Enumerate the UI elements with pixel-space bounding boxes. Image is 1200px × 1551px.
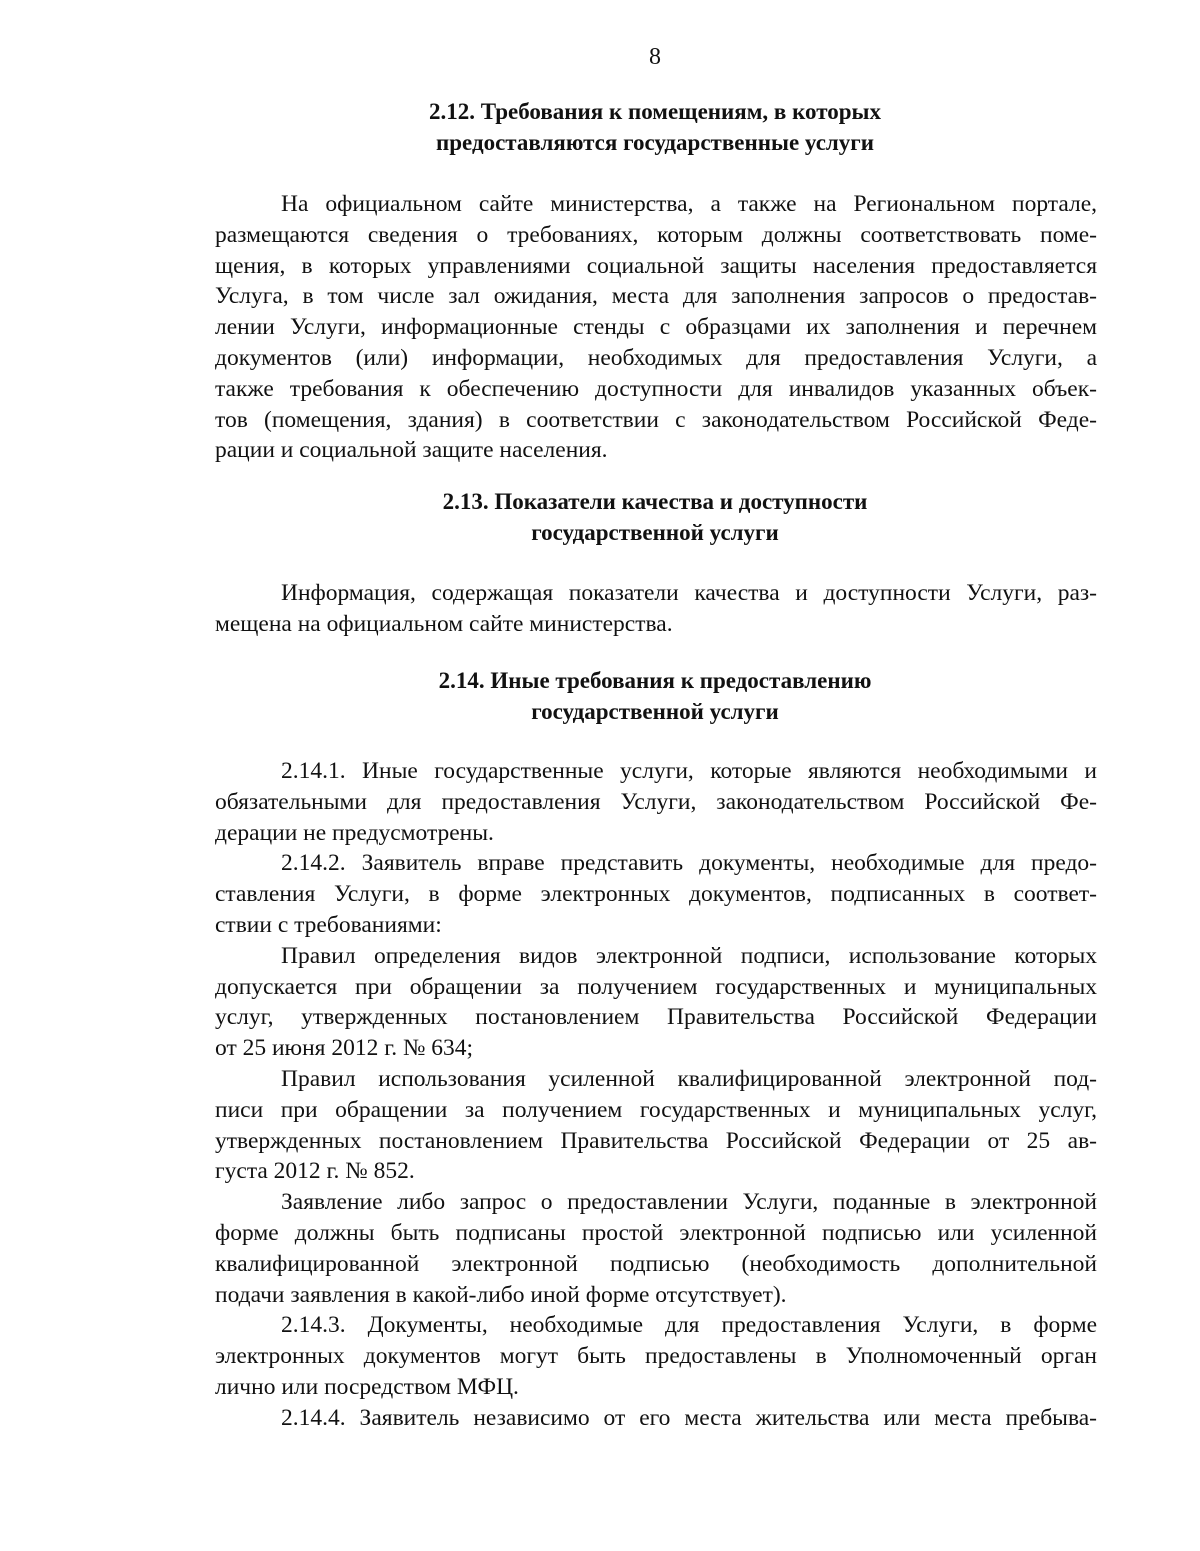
text-line: лении Услуги, информационные стенды с образцами их заполнения и перечнем — [215, 314, 1097, 341]
section-2-13-paragraph — [215, 578, 1097, 640]
page-number: 8 — [649, 44, 661, 70]
text-line: Информация, содержащая показатели качества и доступности Услуги, раз- — [281, 580, 1097, 606]
text-line: дерации не предусмотрены. — [215, 819, 494, 846]
section-2-13-heading — [215, 486, 1095, 548]
text-line: документов (или) информации, необходимых для предоставления Услуги, а — [215, 344, 1097, 371]
text-line: форме должны быть подписаны простой электронной подписью или усиленной — [215, 1219, 1097, 1246]
text-line: 2.14.1. Иные государственные услуги, которые являются необходимыми и — [281, 758, 1097, 784]
text-line: квалифицированной электронной подписью (необходимость дополнительной — [215, 1250, 1097, 1277]
section-2-12-paragraph — [215, 189, 1097, 466]
heading-line: 2.12. Требования к помещениям, в которых — [429, 99, 881, 124]
text-line: размещаются сведения о требованиях, которым должны соответствовать поме- — [215, 221, 1097, 248]
text-line: также требования к обеспечению доступности для инвалидов указанных объек- — [215, 375, 1097, 402]
section-2-14-body — [215, 756, 1097, 1434]
section-2-12-heading — [215, 96, 1095, 158]
text-line: Правил использования усиленной квалифицированной электронной под- — [281, 1065, 1097, 1092]
text-line: Правил определения видов электронной подписи, использование которых — [281, 942, 1097, 969]
heading-line: государственной услуги — [531, 699, 779, 724]
text-line: утвержденных постановлением Правительства Российской Федерации от 25 ав- — [215, 1127, 1097, 1154]
text-line: обязательными для предоставления Услуги, законодательством Российской Фе- — [215, 788, 1097, 815]
text-line: писи при обращении за получением государственных и муниципальных услуг, — [215, 1096, 1097, 1123]
text-line: На официальном сайте министерства, а также на Региональном портале, — [281, 191, 1097, 217]
text-line: ствии с требованиями: — [215, 911, 442, 938]
text-line: густа 2012 г. № 852. — [215, 1158, 415, 1185]
text-line: мещена на официальном сайте министерства. — [215, 610, 673, 637]
section-2-14-heading — [215, 665, 1095, 727]
text-line: Заявление либо запрос о предоставлении Услуги, поданные в электронной — [281, 1189, 1097, 1216]
heading-line: 2.14. Иные требования к предоставлению — [438, 668, 872, 693]
text-line: рации и социальной защите населения. — [215, 437, 608, 464]
text-line: лично или посредством МФЦ. — [215, 1373, 519, 1400]
text-line: 2.14.4. Заявитель независимо от его места жительства или места пребыва- — [281, 1404, 1097, 1431]
text-line: Услуга, в том числе зал ожидания, места для заполнения запросов о предостав- — [215, 283, 1097, 310]
text-line: электронных документов могут быть предоставлены в Уполномоченный орган — [215, 1343, 1097, 1370]
heading-line: предоставляются государственные услуги — [436, 130, 874, 155]
heading-line: 2.13. Показатели качества и доступности — [442, 489, 868, 514]
text-line: допускается при обращении за получением государственных и муниципальных — [215, 973, 1097, 1000]
text-line: 2.14.2. Заявитель вправе представить документы, необходимые для предо- — [281, 850, 1097, 877]
text-line: от 25 июня 2012 г. № 634; — [215, 1035, 474, 1062]
text-line: ставления Услуги, в форме электронных документов, подписанных в соответ- — [215, 881, 1097, 908]
text-line: тов (помещения, здания) в соответствии с законодательством Российской Феде- — [215, 406, 1097, 433]
text-line: щения, в которых управлениями социальной защиты населения предоставляется — [215, 252, 1097, 279]
text-line: 2.14.3. Документы, необходимые для предоставления Услуги, в форме — [281, 1312, 1097, 1339]
text-line: услуг, утвержденных постановлением Правительства Российской Федерации — [215, 1004, 1097, 1031]
text-line: подачи заявления в какой-либо иной форме отсутствует). — [215, 1281, 787, 1308]
heading-line: государственной услуги — [531, 520, 779, 545]
